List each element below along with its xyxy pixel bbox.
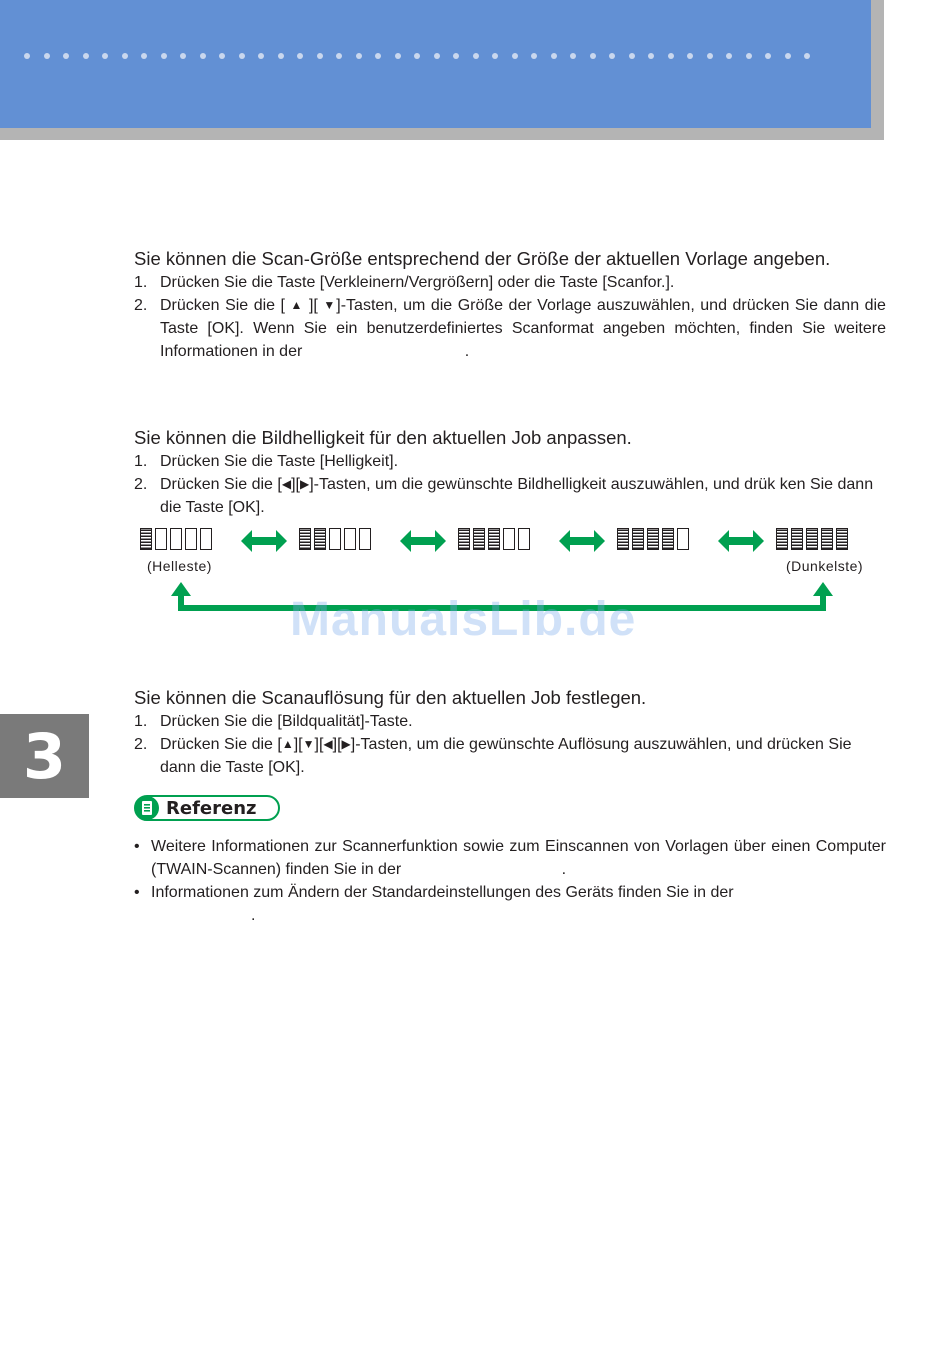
density-bar: [299, 528, 311, 550]
reference-text: Weitere Informationen zur Scannerfunktion sowie zum Einscannen von Vorlagen über einen Computer (TWAIN-Scannen) finden Sie in der: [151, 838, 886, 878]
section-brightness: [134, 426, 886, 519]
density-bar: [836, 528, 848, 550]
step-item: [134, 473, 886, 519]
step-number: 1.: [134, 453, 148, 470]
density-bar: [170, 528, 182, 550]
density-bar: [806, 528, 818, 550]
step-text: ]-Tasten, um die gewünschte Bildhelligkeit auszuwählen, und drük ken Sie dann die Taste [OK].: [160, 476, 874, 516]
header-dot: [648, 53, 654, 59]
step-text: ][: [314, 736, 324, 753]
step-number: 1.: [134, 713, 148, 730]
right-arrow-key-icon: ▶: [299, 477, 310, 491]
density-bar: [821, 528, 833, 550]
chapter-number: 3: [22, 719, 67, 793]
header-dot: [239, 53, 245, 59]
list-item: [134, 835, 886, 881]
density-bar: [488, 528, 500, 550]
step-text: .: [464, 343, 470, 360]
section-resolution: [134, 686, 886, 779]
header-dot: [395, 53, 401, 59]
header-dot-row: [24, 53, 804, 63]
step-text: ]-Tasten, um die Größe der Vorlage auszuwählen, und drücken Sie dann die Taste [OK]. Wenn Sie ein benutzerdefiniertes Scanformat angeben möchten, finden Sie weitere Informationen in der: [160, 297, 886, 360]
right-arrow-key-icon: ▶: [341, 737, 351, 751]
step-text: Drücken Sie die [: [160, 476, 282, 493]
reference-section: [134, 835, 886, 927]
arrow-up-icon: [813, 582, 833, 596]
header-dot: [512, 53, 518, 59]
density-bar: [632, 528, 644, 550]
header-dot: [200, 53, 206, 59]
header-dot: [180, 53, 186, 59]
header-dot: [551, 53, 557, 59]
header-dot: [375, 53, 381, 59]
header-dot: [629, 53, 635, 59]
step-text: ][: [332, 736, 342, 753]
double-arrow-icon: [559, 530, 605, 552]
density-bar: [503, 528, 515, 550]
step-text: Drücken Sie die Taste [Verkleinern/Vergrößern] oder die Taste [Scanfor.].: [160, 274, 675, 291]
header-dot: [336, 53, 342, 59]
section-intro: Sie können die Scanauflösung für den aktuellen Job festlegen.: [134, 687, 647, 708]
step-text: ][: [308, 297, 318, 314]
left-arrow-key-icon: ◀: [281, 477, 292, 491]
step-text: Drücken Sie die [Bildqualität]-Taste.: [160, 713, 413, 730]
header-dot: [258, 53, 264, 59]
brightness-level-5: [776, 528, 848, 554]
brightness-level-4: [617, 528, 689, 554]
step-item: [134, 710, 886, 733]
header-dot: [785, 53, 791, 59]
header-dot: [746, 53, 752, 59]
step-text: ][: [291, 476, 300, 493]
density-bar: [662, 528, 674, 550]
header-dot: [765, 53, 771, 59]
down-arrow-key-icon: ▼: [323, 298, 337, 312]
density-bar: [140, 528, 152, 550]
double-arrow-icon: [718, 530, 764, 552]
section-intro: Sie können die Bildhelligkeit für den aktuellen Job anpassen.: [134, 427, 632, 448]
header-dot: [24, 53, 30, 59]
reference-note-icon: [135, 796, 159, 820]
step-list: [134, 271, 886, 363]
step-number: 2.: [134, 476, 148, 493]
double-arrow-icon: [400, 530, 446, 552]
header-dot: [297, 53, 303, 59]
header-dot: [687, 53, 693, 59]
step-text: Drücken Sie die Taste [Helligkeit].: [160, 453, 399, 470]
density-bar: [677, 528, 689, 550]
header-dot: [356, 53, 362, 59]
reference-list: [134, 835, 886, 927]
header-dot: [83, 53, 89, 59]
chapter-tab: [0, 714, 89, 798]
header-dot: [590, 53, 596, 59]
density-bar: [200, 528, 212, 550]
arrow-up-icon: [171, 582, 191, 596]
section-intro: Sie können die Scan-Größe entsprechend der Größe der aktuellen Vorlage angeben.: [134, 248, 831, 269]
step-text: Drücken Sie die [: [160, 736, 282, 753]
density-bar: [155, 528, 167, 550]
density-bar: [344, 528, 356, 550]
header-dot: [609, 53, 615, 59]
density-bar: [359, 528, 371, 550]
header-dot: [473, 53, 479, 59]
density-bar: [185, 528, 197, 550]
header-dot: [414, 53, 420, 59]
header-dot: [668, 53, 674, 59]
density-bar: [458, 528, 470, 550]
left-arrow-key-icon: ◀: [323, 737, 333, 751]
up-arrow-key-icon: ▲: [290, 298, 304, 312]
step-item: [134, 294, 886, 363]
header-dot: [707, 53, 713, 59]
density-bar: [647, 528, 659, 550]
header-dot: [453, 53, 459, 59]
header-dot: [63, 53, 69, 59]
brightness-level-3: [458, 528, 530, 554]
reference-badge: [134, 795, 280, 821]
step-text: ][: [293, 736, 303, 753]
step-item: [134, 271, 886, 294]
density-bar: [473, 528, 485, 550]
header-dot: [122, 53, 128, 59]
brightness-scale: [140, 524, 870, 560]
watermark: ManualsLib.de: [290, 593, 637, 646]
double-arrow-icon: [241, 530, 287, 552]
brightness-min-label: (Helleste): [147, 558, 212, 574]
step-item: [134, 450, 886, 473]
step-item: [134, 733, 886, 779]
header-band: [0, 0, 871, 128]
density-bar: [791, 528, 803, 550]
header-dot: [102, 53, 108, 59]
header-dot: [726, 53, 732, 59]
density-bar: [329, 528, 341, 550]
step-number: 1.: [134, 274, 148, 291]
density-bar: [776, 528, 788, 550]
header-dot: [278, 53, 284, 59]
step-number: 2.: [134, 736, 148, 753]
step-text: Drücken Sie die [: [160, 297, 285, 314]
step-list: [134, 710, 886, 779]
section-scan-size: [134, 247, 886, 363]
brightness-level-1: [140, 528, 212, 554]
header-dot: [531, 53, 537, 59]
header-dot: [317, 53, 323, 59]
brightness-max-label: (Dunkelste): [786, 558, 864, 574]
density-bar: [314, 528, 326, 550]
step-text: ]-Tasten, um die gewünschte Auflösung auszuwählen, und drücken Sie dann die Taste [OK].: [160, 736, 852, 776]
reference-label: Referenz: [166, 798, 257, 819]
header-dot: [219, 53, 225, 59]
reference-text: Informationen zum Ändern der Standardeinstellungen des Geräts finden Sie in der: [151, 884, 734, 901]
header-dot: [492, 53, 498, 59]
header-dot: [44, 53, 50, 59]
header-dot: [570, 53, 576, 59]
density-bar: [518, 528, 530, 550]
header-dot: [141, 53, 147, 59]
header-dot: [161, 53, 167, 59]
up-arrow-key-icon: ▲: [281, 737, 294, 751]
brightness-level-2: [299, 528, 371, 554]
down-arrow-key-icon: ▼: [302, 737, 315, 751]
reference-text: .: [561, 861, 567, 878]
list-item: [134, 881, 886, 927]
density-bar: [617, 528, 629, 550]
header-dot: [804, 53, 810, 59]
reference-text: .: [251, 907, 256, 924]
header-dot: [434, 53, 440, 59]
step-list: [134, 450, 886, 519]
step-number: 2.: [134, 297, 148, 314]
